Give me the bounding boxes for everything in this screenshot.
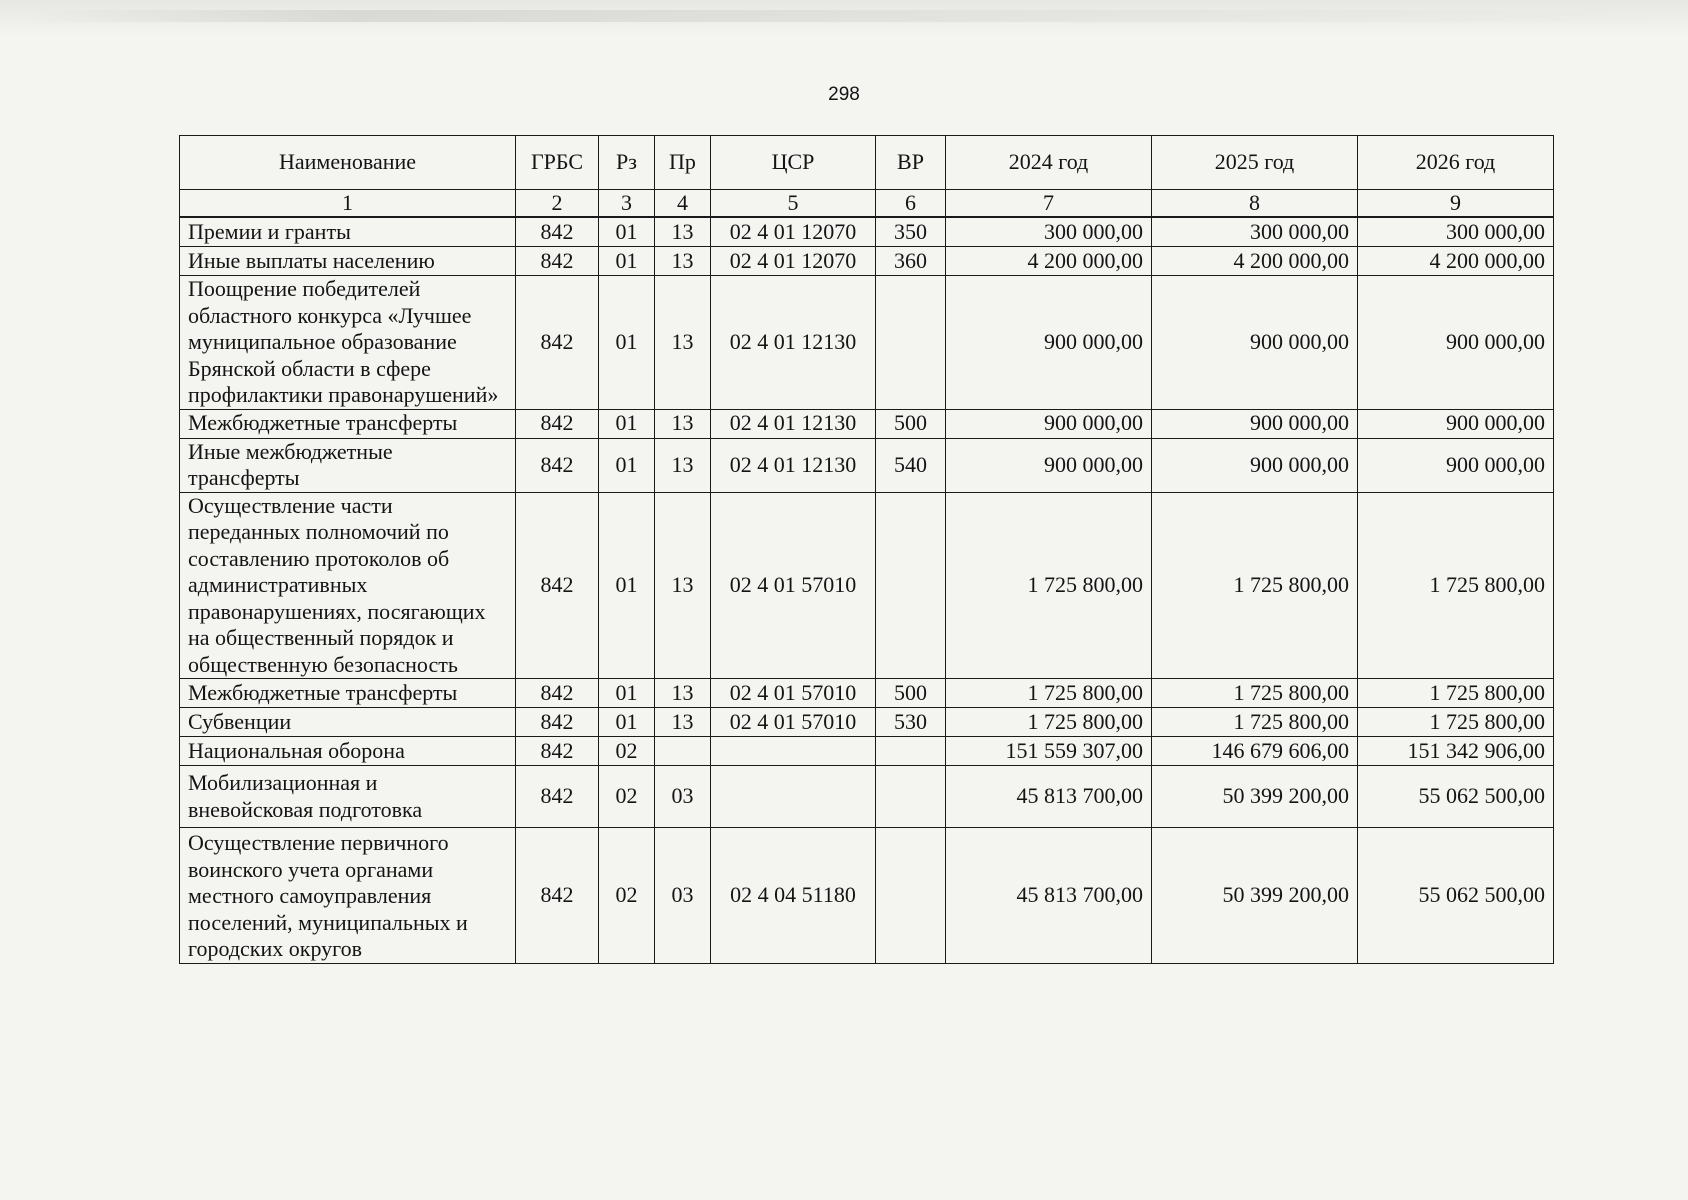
cell-grbs: 842: [516, 492, 599, 679]
cell-2024: 1 725 800,00: [946, 492, 1152, 679]
cell-name: Премии и гранты: [180, 217, 516, 247]
cell-name: Субвенции: [180, 708, 516, 737]
cell-2025: 900 000,00: [1152, 409, 1358, 438]
table-row: [180, 217, 1554, 247]
column-number: 4: [655, 190, 711, 218]
cell-rz: 01: [599, 247, 655, 276]
cell-pr: 13: [655, 708, 711, 737]
cell-pr: 13: [655, 247, 711, 276]
cell-2025: 900 000,00: [1152, 276, 1358, 410]
cell-grbs: 842: [516, 409, 599, 438]
cell-rz: 01: [599, 409, 655, 438]
cell-2026: 300 000,00: [1358, 217, 1554, 247]
cell-grbs: 842: [516, 708, 599, 737]
cell-vr: 360: [876, 247, 946, 276]
cell-2026: 900 000,00: [1358, 276, 1554, 410]
cell-pr: 13: [655, 276, 711, 410]
cell-pr: 13: [655, 438, 711, 492]
cell-2025: 50 399 200,00: [1152, 828, 1358, 964]
column-number: 8: [1152, 190, 1358, 218]
cell-2024: 45 813 700,00: [946, 828, 1152, 964]
cell-name: Иные выплаты населению: [180, 247, 516, 276]
header-csr: ЦСР: [711, 136, 876, 190]
cell-name: Межбюджетные трансферты: [180, 679, 516, 708]
cell-rz: 01: [599, 438, 655, 492]
column-number: 5: [711, 190, 876, 218]
cell-2026: 1 725 800,00: [1358, 492, 1554, 679]
cell-vr: [876, 828, 946, 964]
cell-csr: 02 4 01 12130: [711, 438, 876, 492]
column-number: 9: [1358, 190, 1554, 218]
cell-name: Мобилизационная и вневойсковая подготовка: [180, 766, 516, 828]
header-grbs: ГРБС: [516, 136, 599, 190]
column-number-row: [180, 190, 1554, 218]
cell-rz: 02: [599, 737, 655, 766]
cell-pr: 13: [655, 409, 711, 438]
cell-2026: 900 000,00: [1358, 438, 1554, 492]
cell-2025: 146 679 606,00: [1152, 737, 1358, 766]
cell-csr: 02 4 04 51180: [711, 828, 876, 964]
cell-csr: [711, 766, 876, 828]
header-pr: Пр: [655, 136, 711, 190]
cell-name: Осуществление первичного воинского учета органами местного самоуправления поселений, муниципальных и городских округов: [180, 828, 516, 964]
table-row: [180, 708, 1554, 737]
cell-2025: 1 725 800,00: [1152, 708, 1358, 737]
column-number: 7: [946, 190, 1152, 218]
cell-pr: 03: [655, 766, 711, 828]
cell-2024: 1 725 800,00: [946, 708, 1152, 737]
budget-table: [179, 135, 1554, 964]
cell-2026: 900 000,00: [1358, 409, 1554, 438]
cell-rz: 01: [599, 708, 655, 737]
cell-rz: 01: [599, 492, 655, 679]
cell-2026: 1 725 800,00: [1358, 708, 1554, 737]
cell-rz: 01: [599, 679, 655, 708]
cell-csr: [711, 737, 876, 766]
cell-pr: 13: [655, 492, 711, 679]
cell-grbs: 842: [516, 737, 599, 766]
cell-grbs: 842: [516, 247, 599, 276]
table-row: [180, 679, 1554, 708]
cell-vr: 530: [876, 708, 946, 737]
cell-csr: 02 4 01 57010: [711, 679, 876, 708]
cell-grbs: 842: [516, 766, 599, 828]
cell-vr: 500: [876, 409, 946, 438]
cell-2024: 4 200 000,00: [946, 247, 1152, 276]
cell-2026: 151 342 906,00: [1358, 737, 1554, 766]
cell-vr: [876, 276, 946, 410]
cell-grbs: 842: [516, 438, 599, 492]
cell-rz: 02: [599, 766, 655, 828]
cell-2024: 900 000,00: [946, 276, 1152, 410]
cell-csr: 02 4 01 57010: [711, 708, 876, 737]
header-name: Наименование: [180, 136, 516, 190]
cell-rz: 01: [599, 217, 655, 247]
cell-grbs: 842: [516, 828, 599, 964]
cell-2024: 900 000,00: [946, 409, 1152, 438]
cell-2025: 300 000,00: [1152, 217, 1358, 247]
cell-2024: 900 000,00: [946, 438, 1152, 492]
cell-pr: [655, 737, 711, 766]
header-2026: 2026 год: [1358, 136, 1554, 190]
cell-csr: 02 4 01 12130: [711, 409, 876, 438]
page-number: 298: [828, 84, 860, 105]
table-row: [180, 409, 1554, 438]
cell-name: Национальная оборона: [180, 737, 516, 766]
cell-2025: 900 000,00: [1152, 438, 1358, 492]
header-row: [180, 136, 1554, 190]
cell-vr: 500: [876, 679, 946, 708]
cell-2024: 151 559 307,00: [946, 737, 1152, 766]
cell-2024: 300 000,00: [946, 217, 1152, 247]
cell-2025: 1 725 800,00: [1152, 492, 1358, 679]
cell-vr: [876, 492, 946, 679]
cell-grbs: 842: [516, 679, 599, 708]
cell-grbs: 842: [516, 276, 599, 410]
table-row: [180, 828, 1554, 964]
header-2024: 2024 год: [946, 136, 1152, 190]
header-2025: 2025 год: [1152, 136, 1358, 190]
cell-2026: 55 062 500,00: [1358, 766, 1554, 828]
table-row: [180, 737, 1554, 766]
cell-csr: 02 4 01 12070: [711, 217, 876, 247]
cell-2025: 50 399 200,00: [1152, 766, 1358, 828]
header-vr: ВР: [876, 136, 946, 190]
cell-pr: 13: [655, 217, 711, 247]
cell-name: Поощрение победителей областного конкурса «Лучшее муниципальное образование Брянской области в сфере профилактики правонарушений»: [180, 276, 516, 410]
cell-csr: 02 4 01 57010: [711, 492, 876, 679]
cell-csr: 02 4 01 12070: [711, 247, 876, 276]
column-number: 2: [516, 190, 599, 218]
table-row: [180, 766, 1554, 828]
table-row: [180, 247, 1554, 276]
cell-vr: [876, 737, 946, 766]
table-row: [180, 276, 1554, 410]
cell-vr: 350: [876, 217, 946, 247]
cell-vr: [876, 766, 946, 828]
scan-edge-streak: [30, 10, 1650, 22]
table-row: [180, 438, 1554, 492]
cell-pr: 03: [655, 828, 711, 964]
header-rz: Рз: [599, 136, 655, 190]
column-number: 3: [599, 190, 655, 218]
cell-2026: 4 200 000,00: [1358, 247, 1554, 276]
cell-csr: 02 4 01 12130: [711, 276, 876, 410]
table-row: [180, 492, 1554, 679]
cell-name: Иные межбюджетные трансферты: [180, 438, 516, 492]
cell-name: Межбюджетные трансферты: [180, 409, 516, 438]
cell-name: Осуществление части переданных полномочий по составлению протоколов об административных правонарушениях, посягающих на общественный порядок и общественную безопасность: [180, 492, 516, 679]
column-number: 6: [876, 190, 946, 218]
column-number: 1: [180, 190, 516, 218]
cell-2026: 55 062 500,00: [1358, 828, 1554, 964]
cell-rz: 02: [599, 828, 655, 964]
cell-pr: 13: [655, 679, 711, 708]
cell-grbs: 842: [516, 217, 599, 247]
cell-2025: 4 200 000,00: [1152, 247, 1358, 276]
cell-2024: 1 725 800,00: [946, 679, 1152, 708]
cell-2024: 45 813 700,00: [946, 766, 1152, 828]
cell-vr: 540: [876, 438, 946, 492]
cell-2026: 1 725 800,00: [1358, 679, 1554, 708]
cell-rz: 01: [599, 276, 655, 410]
cell-2025: 1 725 800,00: [1152, 679, 1358, 708]
